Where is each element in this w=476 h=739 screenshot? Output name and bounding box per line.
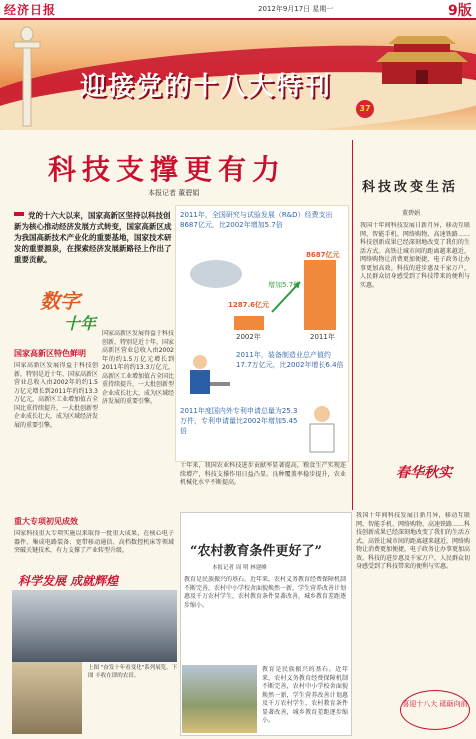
right-bottom-body: 我国十年间科技发展日新月异，移动互联网、智能手机、网络购物、高速铁路……科技创新成果已经深刻地改变了我们的生活方式。高铁让城市间的距离越来越近，网络购物让消费更加便捷，电子政务让办事更加高效。科技的进步惠及千家万户，人民群众切身感受到了科技带来的便利与实惠。 [356,512,470,570]
numbers-art-big: 数字 [40,289,80,313]
value-2011-label: 8687亿元 [306,251,340,259]
masthead [0,0,476,20]
researcher-icon [300,402,344,456]
exhibition-photo [12,590,177,662]
newspaper-logo: 经济日报 [4,3,57,17]
headline-byline: 本报记者 董碧娟 [148,189,200,197]
section-heading-major-projects: 重大专项初见成效 [14,517,78,526]
piggy-bank-icon [190,260,242,288]
numbers-decade-art [40,285,110,335]
rural-education-title: “农村教育条件更好了” [190,544,322,559]
bar-2011 [304,260,336,330]
issue-seal-badge: 37 [356,100,374,118]
banner-title: 迎接党的十八大特刊 [80,72,333,102]
issue-date: 2012年9月17日 星期一 [258,5,334,13]
manufacturing-text: 2011年，装备制造业总产值约17.7万亿元，比2002年增长6.4倍 [236,351,344,369]
page-number: 9版 [448,3,472,19]
right-column-title: 科技改变生活 [362,180,459,195]
numbers-art-small: 十年 [64,314,97,333]
tiananmen-icon [372,32,472,88]
rural-school-photo [182,665,257,733]
increase-label: 增加5.7倍 [268,281,301,289]
value-2002-label: 1287.6亿元 [228,301,270,309]
rd-spending-text: 2011年，全国研究与试验发展（R&D）经费支出8687亿元，比2002年增加5.7倍 [180,211,333,229]
patent-text: 2011年度国内外专利申请总量为25.3万件，专利申请量比2002年增加5.45倍 [180,407,298,435]
rural-education-byline: 本报记者 周 明 林建峰 [212,565,267,571]
column-divider [352,140,353,510]
statistics-infographic [175,205,349,462]
year-2011-label: 2011年 [310,333,335,341]
bar-2002 [234,316,264,330]
section-heading-hightech-zone: 国家高新区特色鲜明 [14,349,86,358]
section-body-hightech-zone: 国家高新区发展得益于科技创新，特别是近十年，国家高新区营业总收入由2002年的约1.5万亿元增长到2011年的约13.3万亿元，高新区工业增加值占全国比重持续提升，一大批创新型企业成长壮大，成为区域经济发展的重要引擎。 [14,362,98,429]
huabiao-pillar-icon [12,24,42,128]
spring-autumn-art [396,462,466,506]
section-body-continued: 国家高新区发展得益于科技创新，特别是近十年，国家高新区营业总收入由2002年的约1.5万亿元增长到2011年的约13.3万亿元，高新区工业增加值占全国比重持续提升，一大批创新型企业成长壮大，成为区域经济发展的重要引擎。 [102,330,174,405]
lead-paragraph: 党的十六大以来，国家高新区坚持以科技创新为核心推动经济发展方式转变，国家高新区成为我国高新技术产业化的重要基地，国家技术研发的重要源泉，在探索经济发展新路径上作出了重要贡献。 [14,211,172,264]
mid-col-body: 十年来，我国农业科技进步贡献率显著提高，粮食生产实现连续增产，科技支撑作用日益凸显。良种覆盖率稳步提升，农业机械化水平不断提高。 [180,462,346,486]
main-headline: 科技支撑更有力 [48,153,287,186]
welcome-congress-stamp: 喜迎十八大 砥砺向前 [400,690,470,730]
rural-education-body-continued: 教育是民族振兴的基石。近年来，农村义务教育经费保障机制不断完善，农村中小学校舍面貌焕然一新，学生营养改善计划惠及千万农村学生，农村教育条件显著改善，城乡教育差距逐步缩小。 [262,666,348,724]
farm-photo [12,662,82,734]
year-2002-label: 2002年 [236,333,261,341]
right-column-body: 我国十年间科技发展日新月异，移动互联网、智能手机、网络购物、高速铁路……科技创新成果已经深刻地改变了我们的生活方式。高铁让城市间的距离越来越近，网络购物让消费更加便捷，电子政务让办事更加高效。科技的进步惠及千家万户，人民群众切身感受到了科技带来的便利与实惠。 [360,222,470,289]
rural-education-body: 教育是民族振兴的基石。近年来，农村义务教育经费保障机制不断完善，农村中小学校舍面貌焕然一新，学生营养改善计划惠及千万农村学生，农村教育条件显著改善，城乡教育差距逐步缩小。 [184,576,346,609]
photo-section-title: 科学发展 成就辉煌 [18,574,119,588]
spring-autumn-text: 春华秋实 [396,465,452,481]
worker-figure-icon [180,352,234,402]
right-column-author: 董碧娟 [402,210,421,217]
photo-caption: 上图 "奋发十年看变化"系列展览。下图 丰收在即的农田。 [88,665,178,679]
section-body-major-projects: 国家科技重大专项实施以来取得一批重大成果，在核心电子器件、集成电路装备、宽带移动通信、高档数控机床等领域突破关键技术，有力支撑了产业转型升级。 [14,530,174,554]
special-issue-banner [0,20,476,130]
